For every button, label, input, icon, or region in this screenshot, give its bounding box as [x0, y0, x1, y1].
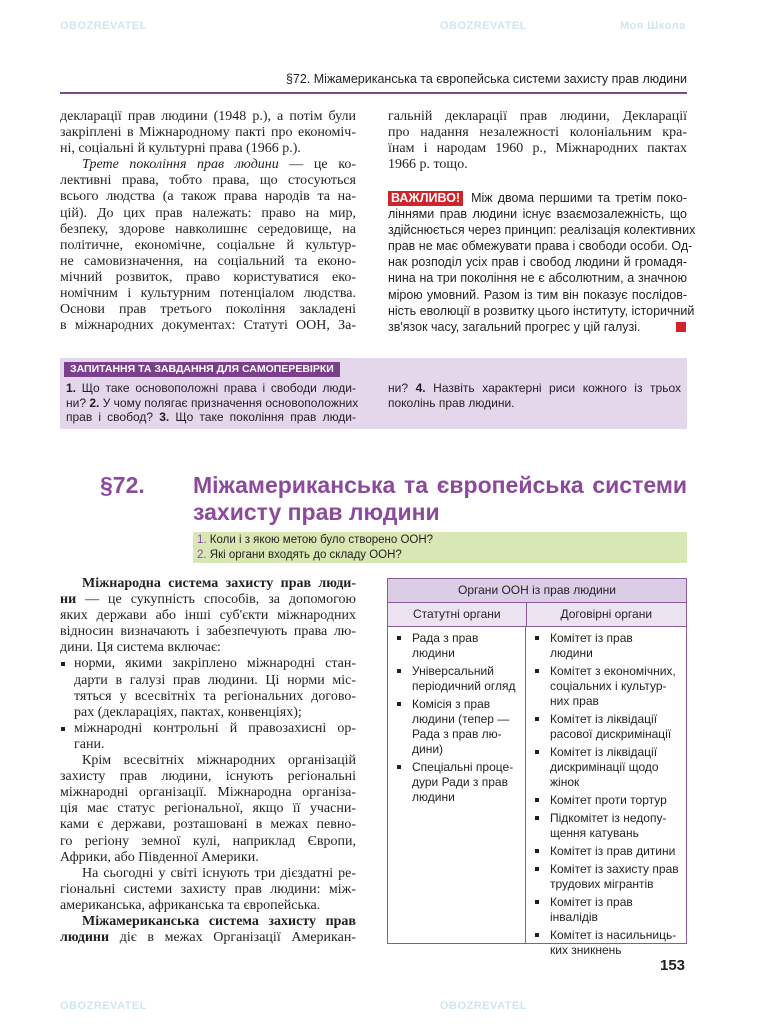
text-line: всього людства (а також права народів та на-	[60, 189, 356, 205]
item-line: дури Ради з прав	[412, 775, 508, 789]
item-line: Комітет із прав	[550, 631, 633, 645]
text-line: нина на три покоління не є абсолютним, а значною	[388, 271, 687, 286]
text-segment: Що таке покоління прав люди-	[169, 410, 357, 424]
table-list-item	[532, 862, 682, 892]
table-list-item	[394, 631, 521, 661]
text-line: нак розподіл усіх прав і свобод людини й громадя-	[388, 255, 687, 270]
item-line: них прав	[550, 694, 599, 708]
table-list-item	[532, 631, 682, 661]
item-line: щення катувань	[550, 826, 639, 840]
treaty-bodies-list	[526, 627, 686, 957]
questions-right	[388, 381, 681, 410]
watermark: OBOZREVATEL	[440, 20, 527, 32]
item-line: Рада з прав лю-	[412, 727, 502, 741]
watermark: OBOZREVATEL	[440, 1000, 527, 1012]
charter-bodies-list	[388, 627, 526, 943]
section-number: §72.	[100, 472, 145, 498]
text-line: мірою умовний. Разом із тим він показує послідов-	[388, 287, 687, 302]
table-body	[388, 627, 686, 957]
text-line	[60, 576, 356, 592]
table-list-item	[532, 811, 682, 841]
text-line: ліннями прав людини існує взаємозалежність, що	[388, 207, 687, 222]
item-line: Комітет із ліквідації	[550, 745, 658, 759]
item-line: трудових мігрантів	[550, 877, 654, 891]
item-line: расової дискримінації	[550, 727, 672, 741]
text-line: зв'язок часу, загальний прогрес у цій галузі.	[388, 319, 641, 334]
table-list-item	[394, 664, 521, 694]
text-line: декларації прав людини (1948 р.), а потім були	[60, 109, 356, 124]
text-line: в міжнародних документах: Статуті ООН, За-	[60, 318, 356, 334]
bold-term: ни	[60, 592, 77, 608]
bullet-icon	[397, 636, 401, 640]
right-column-text	[388, 109, 687, 173]
section-title-line1: Міжамериканська та європейська системи	[193, 472, 687, 498]
text-line: їнам і народам 1960 р., Міжнародних пактах	[388, 141, 687, 157]
bullet-icon	[535, 636, 539, 640]
important-first-line: Між двома першими та третім поко-	[471, 191, 687, 205]
bullet-icon	[535, 849, 539, 853]
watermark: Моя Школа	[620, 20, 686, 32]
text-line: яких держави або інші суб'єкти міжнародних	[60, 608, 356, 624]
text-line: Основи прав третього покоління закладені	[60, 302, 356, 318]
text-line: цій). До цих прав належать: право на мир,	[60, 205, 356, 221]
bullet-icon	[535, 933, 539, 937]
table-list-item	[394, 760, 521, 805]
text-line: захисту прав людини, існують регіональні	[60, 769, 356, 785]
item-line: Універсальний	[412, 664, 494, 678]
body-text	[60, 576, 356, 946]
bullet-icon	[535, 750, 539, 754]
text-line: ками є держави, розташовані в межах певно-	[60, 817, 356, 833]
item-line: людини	[412, 790, 455, 804]
text-line: політичне, економічне, соціальне й культур-	[60, 237, 356, 253]
item-line: дини)	[412, 742, 444, 756]
bullet-icon	[535, 717, 539, 721]
paragraph	[60, 157, 356, 334]
item-line: Рада з прав	[412, 631, 479, 645]
text-line: гани.	[74, 736, 105, 752]
text-line: дарти в галузі прав людини. Ці норми міс-	[74, 672, 356, 688]
text-line: На сьогодні у світі існують три дієздатні ре-	[82, 865, 356, 881]
paragraph	[60, 866, 356, 914]
text-line: безпеку, здорове навколишнє середовище, на	[60, 221, 356, 237]
important-label: ВАЖЛИВО!	[388, 191, 463, 206]
item-line: Комісія з прав	[412, 697, 491, 711]
table-list-item	[532, 928, 682, 958]
bullet-icon	[61, 727, 65, 731]
text-line: здійснюється через принцип: реалізація колективних	[388, 223, 696, 238]
item-line: соціальних і культур-	[550, 679, 667, 693]
bullet-icon	[535, 669, 539, 673]
col-header-charter: Статутні органи	[388, 603, 527, 626]
text-line: 1966 р. тощо.	[388, 157, 468, 173]
text-line: відносин визначають і забезпечують права лю-	[60, 624, 356, 640]
text-line: американська, африканська та європейська.	[60, 897, 321, 913]
watermark: OBOZREVATEL	[60, 1000, 147, 1012]
bold-term: Міжнародна система захисту прав люди-	[82, 576, 356, 591]
table-list-item	[394, 697, 521, 757]
bullet-icon	[397, 765, 401, 769]
bullet-icon	[61, 662, 65, 666]
bold-term: людини	[60, 930, 110, 946]
italic-term: Трете покоління прав людини	[82, 157, 279, 173]
bullet-icon	[535, 798, 539, 802]
text-line: гальній декларації прав людини, Декларації	[388, 109, 687, 124]
text-line	[60, 930, 356, 946]
table-list-item	[532, 712, 682, 742]
item-line: людини	[550, 646, 593, 660]
text-line	[60, 592, 356, 608]
text-line: мічний розвиток, право користуватися еко-	[60, 269, 356, 285]
table-list-item	[532, 895, 682, 925]
paragraph	[66, 381, 359, 425]
text-line: ція має статус регіональної, якщо її учасни-	[60, 801, 356, 817]
text-line: міжнародні організації. Міжнародна організа-	[60, 785, 356, 801]
bullet-item	[60, 721, 356, 753]
text-line: закріплені в Міжнародному пакті про економіч-	[60, 125, 356, 141]
paragraph	[60, 109, 356, 157]
item-line: Підкомітет із недопу-	[550, 811, 667, 825]
table-header-row	[388, 603, 686, 627]
text-segment: діє в межах Організації Американ-	[109, 930, 356, 946]
item-line: дискримінації щодо	[550, 760, 659, 774]
text-segment: Назвіть характерні риси кожного із трьох	[425, 381, 681, 395]
text-segment: У чому полягає призначення основоположних	[99, 395, 359, 410]
text-line: го регіону земної кулі, наприклад Європи,	[60, 833, 356, 849]
page-number: 153	[660, 957, 686, 974]
col-header-treaty: Договірні органи	[560, 607, 653, 621]
text-line: гіональні системи захисту прав людини: між-	[60, 881, 356, 897]
item-line: Комітет із ліквідації	[550, 712, 658, 726]
bullet-icon	[397, 669, 401, 673]
item-line: Комітет проти тортур	[550, 793, 667, 807]
important-note	[388, 190, 696, 335]
watermark: OBOZREVATEL	[60, 20, 147, 32]
table-list-item	[532, 745, 682, 790]
text-line	[66, 410, 356, 425]
text-line: не самовизначення, на соціальний та еконо-	[60, 253, 356, 269]
table-list-item	[532, 793, 682, 808]
bold-term: 3.	[159, 410, 170, 424]
warmup-item: 1. Коли і з якою метою було створено ООН?	[197, 534, 434, 546]
bullet-icon	[535, 900, 539, 904]
text-line: ність еволюції в розвитку цього інституту, історичний	[388, 303, 695, 318]
item-line: інвалідів	[550, 910, 598, 924]
paragraph	[60, 914, 356, 946]
text-segment: — це сукупність способів, за допомогою	[76, 592, 356, 608]
item-line: жінок	[550, 775, 580, 789]
text-line: прав не має обмежувати права і свободи особи. Од-	[388, 239, 693, 254]
text-line: Африки, або Південної Америки.	[60, 849, 259, 865]
bullet-icon	[397, 702, 401, 706]
item-line: Комітет із прав	[550, 895, 633, 909]
self-check-heading: ЗАПИТАННЯ ТА ЗАВДАННЯ ДЛЯ САМОПЕРЕВІРКИ	[64, 362, 340, 377]
header-rule	[60, 92, 687, 94]
text-segment: ни?	[388, 381, 416, 395]
bold-term: 4.	[415, 381, 426, 395]
item-line: Комітет з економічних,	[550, 664, 676, 678]
text-line: норми, якими закріплено міжнародні стан-	[74, 656, 356, 672]
item-line: Комітет із захисту прав	[550, 862, 679, 876]
text-line	[388, 381, 681, 396]
text-line: Крім всесвітніх міжнародних організацій	[82, 753, 356, 769]
item-line: ких зникнень	[550, 943, 622, 957]
paragraph	[60, 753, 356, 866]
text-line: лективні права, тобто права, що стосуються	[60, 173, 356, 189]
bullet-item	[60, 656, 356, 720]
bullet-icon	[535, 867, 539, 871]
text-line: тяться у всесвітніх та регіональних догово-	[74, 688, 356, 704]
text-line: номічним і культурним потенціалом людства.	[60, 286, 356, 302]
text-line	[66, 395, 359, 411]
text-line: міжнародні контрольні й правозахисні ор-	[74, 720, 356, 736]
questions-left	[66, 381, 359, 425]
text-line: ні, соціальні й культурні права (1966 р.).	[60, 141, 301, 157]
bold-term: 2.	[89, 395, 100, 410]
un-bodies-table	[387, 578, 687, 957]
bullet-icon	[535, 816, 539, 820]
text-line: дини. Ця система включає:	[60, 640, 221, 656]
item-line: періодичний огляд	[412, 679, 516, 693]
running-head: §72. Міжамериканська та європейська системи захисту прав людини	[285, 72, 687, 86]
text-line	[60, 914, 356, 930]
end-square-icon	[676, 322, 686, 332]
table-list-item	[532, 664, 682, 709]
text-segment: ни?	[66, 395, 90, 410]
text-line	[66, 381, 356, 396]
paragraph	[60, 576, 356, 656]
section-title-line2: захисту прав людини	[193, 499, 440, 525]
text-segment: Що таке основоположні права і свободи люди-	[76, 381, 356, 395]
item-line: Комітет із прав дитини	[550, 844, 676, 858]
text-line: рах (деклараціях, пактах, конвенціях);	[74, 704, 302, 720]
item-line: Спеціальні проце-	[412, 760, 514, 774]
text-line: про надання незалежності колоніальним кра-	[388, 125, 687, 141]
warmup-questions	[193, 532, 687, 563]
table-list-item	[532, 844, 682, 859]
bold-term: Міжамериканська система захисту прав	[82, 913, 356, 929]
text-segment: прав і свобод?	[66, 410, 160, 424]
text-line	[60, 157, 356, 173]
text-line: поколінь прав людини.	[388, 395, 515, 410]
item-line: людини (тепер —	[412, 712, 510, 726]
bold-term: 1.	[66, 381, 77, 395]
item-line: людини	[412, 646, 455, 660]
text-segment: — це ко-	[278, 157, 356, 173]
paragraph	[388, 381, 681, 410]
paragraph	[388, 109, 687, 173]
warmup-item: 2. Які органи входять до складу ООН?	[197, 549, 402, 561]
left-column-text	[60, 109, 356, 334]
table-title: Органи ООН із прав людини	[388, 579, 686, 603]
item-line: Комітет із насильниць-	[550, 928, 677, 942]
